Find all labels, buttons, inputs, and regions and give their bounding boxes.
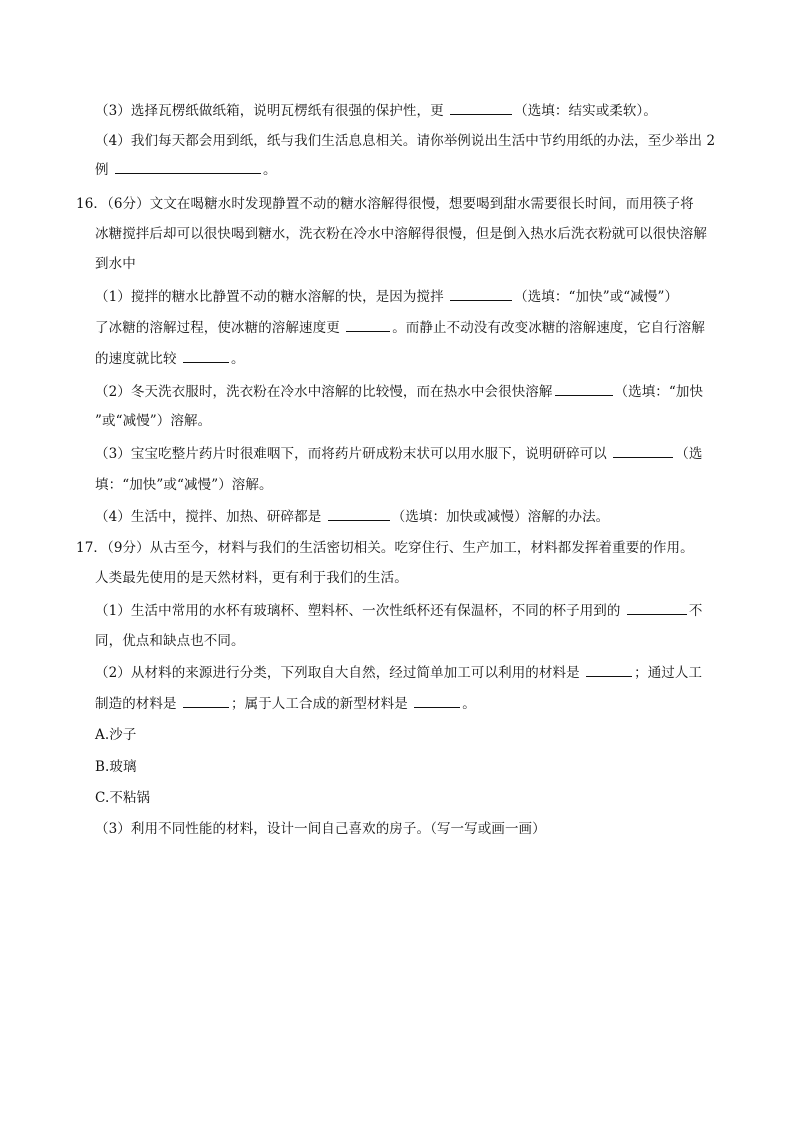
q15-part3-text-a: （3）选择瓦楞纸做纸箱，说明瓦楞纸有很强的保护性，更 — [95, 103, 449, 119]
q16-stem-text-3: 到水中 — [95, 256, 136, 272]
q16-part1-text-b: （选填：“加快”或“减慢”） — [514, 289, 679, 305]
q16-part2-text-a: （2）冬天洗衣服时，洗衣粉在冷水中溶解的比较慢，而在热水中会很快溶解 — [95, 384, 553, 400]
q16-part3-blank[interactable] — [613, 444, 673, 458]
q16-part1-text-a: （1）搅拌的糖水比静置不动的糖水溶解的快，是因为搅拌 — [95, 289, 449, 305]
q16-part2-line2 — [95, 411, 211, 431]
q17-option-a — [95, 725, 136, 745]
q16-part1-line3 — [95, 349, 245, 369]
q16-part2-text-c: ”或“减慢”）溶解。 — [95, 413, 212, 429]
q16-part2-text-b: （选填：“加快 — [614, 384, 704, 400]
q17-part1-blank[interactable] — [627, 601, 687, 615]
q16-stem-line1 — [76, 194, 694, 214]
q17-part2-blank-3[interactable] — [414, 694, 460, 708]
q17-part2-text-e: 。 — [462, 696, 476, 712]
q17-part2-blank-2[interactable] — [183, 694, 229, 708]
q17-option-b-text: B.玻璃 — [95, 759, 137, 775]
q16-part3-text-a: （3）宝宝吃整片药片时很难咽下，而将药片研成粉末状可以用水服下，说明研碎可以 — [95, 446, 612, 462]
q17-part2-text-d: ；属于人工合成的新型材料是 — [231, 696, 413, 712]
q15-part4-text-a: （4）我们每天都会用到纸，纸与我们生活息息相关。请你举例说出生活中节约用纸的办法，至少举出 2 — [95, 133, 716, 149]
q16-part4-text-b: （选填：加快或减慢）溶解的办法。 — [391, 509, 610, 525]
q16-stem-text-1: 16．（6分）文文在喝糖水时发现静置不动的糖水溶解得很慢，想要喝到甜水需要很长时间，而用筷子将 — [76, 196, 694, 212]
q16-part1-blank-1[interactable] — [450, 287, 512, 301]
q15-part4-line1 — [95, 131, 715, 151]
q16-part3-text-b: （选 — [675, 446, 703, 462]
q17-part2-blank-1[interactable] — [586, 663, 632, 677]
q17-part3-text: （3）利用不同性能的材料，设计一间自己喜欢的房子。（写一写或画一画） — [95, 821, 546, 837]
q16-part1-line2 — [95, 318, 705, 338]
q16-part4 — [95, 507, 609, 527]
q16-part1-text-c: 了冰糖的溶解过程，使冰糖的溶解速度更 — [95, 320, 345, 336]
q17-part2-text-c: 制造的材料是 — [95, 696, 181, 712]
q16-part1-text-d: 。而静止不动没有改变冰糖的溶解速度，它自行溶解 — [392, 320, 706, 336]
q15-part4-blank[interactable] — [115, 160, 261, 174]
q16-part4-text-a: （4）生活中，搅拌、加热、研碎都是 — [95, 509, 326, 525]
q15-part3-text-b: （选填：结实或柔软）。 — [514, 103, 657, 119]
q15-part4-text-b: 例 — [95, 162, 113, 178]
q17-option-b — [95, 757, 137, 777]
q17-option-c-text: C.不粘锅 — [95, 790, 151, 806]
q17-part1-text-c: 同，优点和缺点也不同。 — [95, 633, 245, 649]
q16-part1-text-f: 。 — [231, 351, 245, 367]
q17-part2-text-b: ；通过人工 — [634, 665, 703, 681]
q17-part1-text-a: （1）生活中常用的水杯有玻璃杯、塑料杯、一次性纸杯还有保温杯，不同的杯子用到的 — [95, 603, 625, 619]
q16-part1-blank-2[interactable] — [346, 318, 390, 332]
q16-part3-line1 — [95, 444, 702, 464]
q17-stem-line2 — [95, 568, 408, 588]
q15-part4-text-c: 。 — [263, 162, 277, 178]
q17-part1-line2 — [95, 631, 245, 651]
q16-part1-blank-3[interactable] — [183, 349, 229, 363]
q16-part2-line1 — [95, 382, 703, 402]
q16-part3-line2 — [95, 475, 273, 495]
q17-part3 — [95, 819, 546, 839]
q17-part1-line1 — [95, 601, 703, 621]
q16-part1-text-e: 的速度就比较 — [95, 351, 181, 367]
q15-part4-line2 — [95, 160, 277, 180]
q17-part2-line2 — [95, 694, 476, 714]
q15-part3-blank[interactable] — [450, 101, 512, 115]
q16-stem-text-2: 冰糖搅拌后却可以很快喝到糖水，洗衣粉在冷水中溶解得很慢，但是倒入热水后洗衣粉就可以很快溶解 — [95, 226, 707, 242]
q17-option-c — [95, 788, 150, 808]
q16-part3-text-c: 填：“加快”或“减慢”）溶解。 — [95, 477, 273, 493]
q16-stem-line2 — [95, 224, 707, 244]
q16-stem-line3 — [95, 254, 136, 274]
q16-part1-line1 — [95, 287, 678, 307]
q17-part2-line1 — [95, 663, 702, 683]
q17-option-a-text: A.沙子 — [95, 727, 137, 743]
q15-part3 — [95, 101, 657, 121]
q17-part1-text-b: 不 — [688, 603, 703, 619]
q17-stem-line1 — [76, 538, 694, 558]
q17-stem-text-2: 人类最先使用的是天然材料，更有利于我们的生活。 — [95, 570, 408, 586]
q16-part4-blank[interactable] — [328, 507, 390, 521]
q17-part2-text-a: （2）从材料的来源进行分类，下列取自大自然，经过简单加工可以利用的材料是 — [95, 665, 585, 681]
q17-stem-text-1: 17．（9分）从古至今，材料与我们的生活密切相关。吃穿住行、生产加工，材料都发挥着重要的作用。 — [76, 540, 694, 556]
q16-part2-blank[interactable] — [555, 382, 613, 396]
